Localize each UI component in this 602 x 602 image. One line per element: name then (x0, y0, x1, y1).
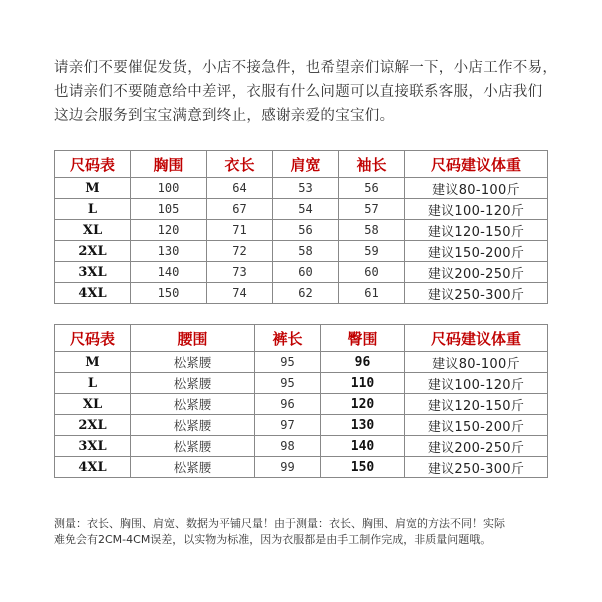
waist-cell: 松紧腰 (131, 457, 255, 478)
notice-text (54, 56, 574, 128)
header-size: 尺码表 (55, 151, 131, 178)
size-cell: 2XL (55, 241, 131, 262)
sleeve-cell: 60 (339, 262, 405, 283)
waist-cell: 松紧腰 (131, 394, 255, 415)
header-sleeve: 袖长 (339, 151, 405, 178)
chest-cell: 105 (131, 199, 207, 220)
pants-length-cell: 95 (255, 352, 321, 373)
hip-cell: 120 (321, 394, 405, 415)
note-line: 测量：衣长、胸围、肩宽、数据为平铺尺量！由于测量：衣长、胸围、肩宽的方法不同！实际 (54, 517, 505, 530)
header-weight: 尺码建议体重 (405, 151, 548, 178)
notice-line: 请亲们不要催促发货，小店不接急件，也希望亲们谅解一下，小店工作不易， (54, 60, 558, 76)
shoulder-cell: 54 (273, 199, 339, 220)
sleeve-cell: 57 (339, 199, 405, 220)
notice-line: 这边会服务到宝宝满意到终止，感谢亲爱的宝宝们。 (54, 108, 395, 124)
chest-cell: 130 (131, 241, 207, 262)
table-row (55, 241, 548, 262)
top-size-table (54, 150, 548, 304)
table-row (55, 436, 548, 457)
header-pants-length: 裤长 (255, 325, 321, 352)
table-row (55, 220, 548, 241)
weight-cell: 建议150-200斤 (405, 241, 548, 262)
sleeve-cell: 61 (339, 283, 405, 304)
header-weight: 尺码建议体重 (405, 325, 548, 352)
waist-cell: 松紧腰 (131, 415, 255, 436)
length-cell: 73 (207, 262, 273, 283)
header-size: 尺码表 (55, 325, 131, 352)
shoulder-cell: 58 (273, 241, 339, 262)
hip-cell: 96 (321, 352, 405, 373)
table-row (55, 178, 548, 199)
note-line: 难免会有2CM-4CM误差，以实物为标准，因为衣服都是由手工制作完成，非质量问题哦。 (54, 533, 492, 546)
notice-line: 也请亲们不要随意给中差评，衣服有什么问题可以直接联系客服，小店我们 (54, 84, 543, 100)
hip-cell: 140 (321, 436, 405, 457)
size-cell: XL (55, 220, 131, 241)
bottom-size-table (54, 324, 548, 478)
size-cell: L (55, 373, 131, 394)
size-cell: M (55, 178, 131, 199)
table-row (55, 415, 548, 436)
pants-length-cell: 96 (255, 394, 321, 415)
weight-cell: 建议100-120斤 (405, 199, 548, 220)
header-length: 衣长 (207, 151, 273, 178)
weight-cell: 建议250-300斤 (405, 283, 548, 304)
pants-length-cell: 95 (255, 373, 321, 394)
pants-length-cell: 99 (255, 457, 321, 478)
weight-cell: 建议80-100斤 (405, 352, 548, 373)
chest-cell: 120 (131, 220, 207, 241)
header-shoulder: 肩宽 (273, 151, 339, 178)
header-waist: 腰围 (131, 325, 255, 352)
hip-cell: 130 (321, 415, 405, 436)
weight-cell: 建议120-150斤 (405, 220, 548, 241)
hip-cell: 110 (321, 373, 405, 394)
sleeve-cell: 59 (339, 241, 405, 262)
size-cell: 4XL (55, 283, 131, 304)
table-row (55, 394, 548, 415)
header-hip: 臀围 (321, 325, 405, 352)
shoulder-cell: 62 (273, 283, 339, 304)
chest-cell: 140 (131, 262, 207, 283)
table-row (55, 262, 548, 283)
weight-cell: 建议100-120斤 (405, 373, 548, 394)
length-cell: 64 (207, 178, 273, 199)
weight-cell: 建议200-250斤 (405, 436, 548, 457)
size-cell: 2XL (55, 415, 131, 436)
length-cell: 72 (207, 241, 273, 262)
shoulder-cell: 60 (273, 262, 339, 283)
waist-cell: 松紧腰 (131, 373, 255, 394)
table-header-row (55, 325, 548, 352)
length-cell: 74 (207, 283, 273, 304)
size-cell: L (55, 199, 131, 220)
waist-cell: 松紧腰 (131, 436, 255, 457)
size-cell: 3XL (55, 436, 131, 457)
header-chest: 胸围 (131, 151, 207, 178)
weight-cell: 建议150-200斤 (405, 415, 548, 436)
size-cell: 3XL (55, 262, 131, 283)
weight-cell: 建议80-100斤 (405, 178, 548, 199)
length-cell: 71 (207, 220, 273, 241)
hip-cell: 150 (321, 457, 405, 478)
measurement-note (54, 516, 574, 548)
pants-length-cell: 98 (255, 436, 321, 457)
length-cell: 67 (207, 199, 273, 220)
table-row (55, 283, 548, 304)
chest-cell: 100 (131, 178, 207, 199)
size-cell: 4XL (55, 457, 131, 478)
size-cell: XL (55, 394, 131, 415)
weight-cell: 建议120-150斤 (405, 394, 548, 415)
chest-cell: 150 (131, 283, 207, 304)
table-row (55, 199, 548, 220)
table-header-row (55, 151, 548, 178)
waist-cell: 松紧腰 (131, 352, 255, 373)
weight-cell: 建议250-300斤 (405, 457, 548, 478)
table-row (55, 373, 548, 394)
sleeve-cell: 58 (339, 220, 405, 241)
pants-length-cell: 97 (255, 415, 321, 436)
table-row (55, 352, 548, 373)
shoulder-cell: 56 (273, 220, 339, 241)
table-row (55, 457, 548, 478)
shoulder-cell: 53 (273, 178, 339, 199)
size-cell: M (55, 352, 131, 373)
sleeve-cell: 56 (339, 178, 405, 199)
weight-cell: 建议200-250斤 (405, 262, 548, 283)
